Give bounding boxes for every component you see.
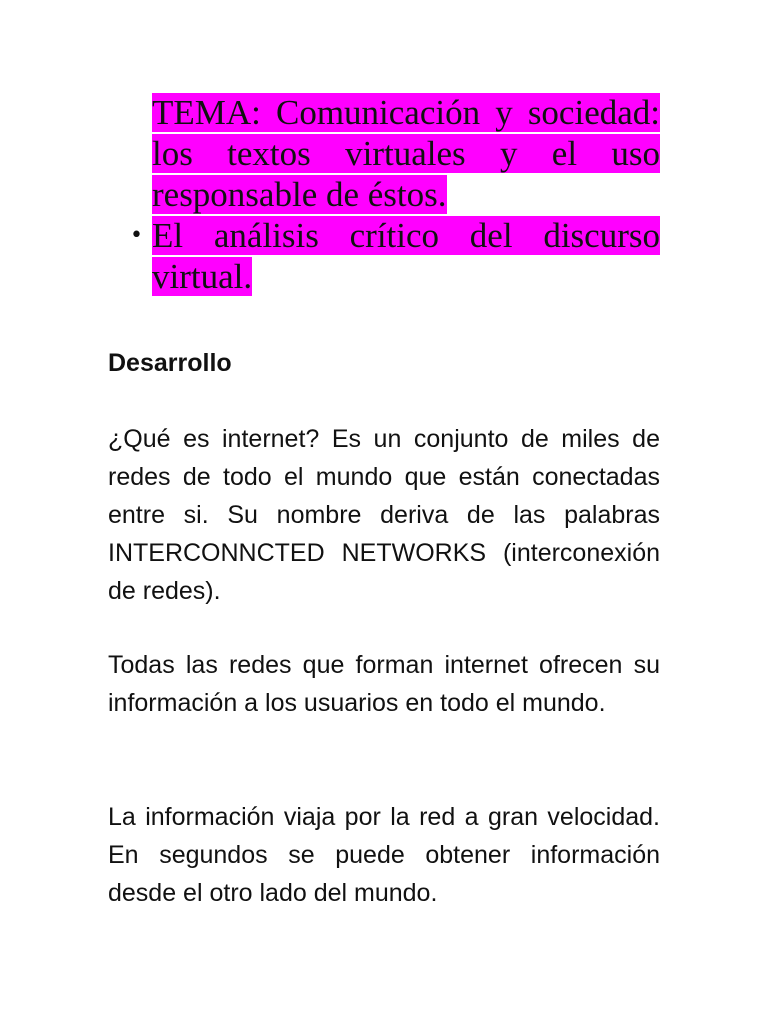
section-heading: Desarrollo: [108, 349, 232, 377]
bullet-icon: •: [130, 223, 143, 248]
paragraph-internet-definition: ¿Qué es internet? Es un conjunto de miles de redes de todo el mundo que están conectadas entre si. Su nombre deriva de las palabras INTERCONNCTED NETWORKS (interconexión de redes).: [108, 425, 660, 605]
topic-bullet-item: [108, 215, 660, 297]
topic-title-text: TEMA: Comunicación y sociedad: los textos virtuales y el uso responsable de éstos.: [152, 93, 660, 214]
topic-title: [108, 92, 660, 215]
paragraph-information-speed: La información viaja por la red a gran velocidad. En segundos se puede obtener información desde el otro lado del mundo.: [108, 803, 660, 907]
paragraph-networks-info: Todas las redes que forman internet ofrecen su información a los usuarios en todo el mundo.: [108, 651, 660, 717]
topic-bullet-text: El análisis crítico del discurso virtual.: [152, 216, 660, 296]
topic-list: [108, 92, 660, 297]
